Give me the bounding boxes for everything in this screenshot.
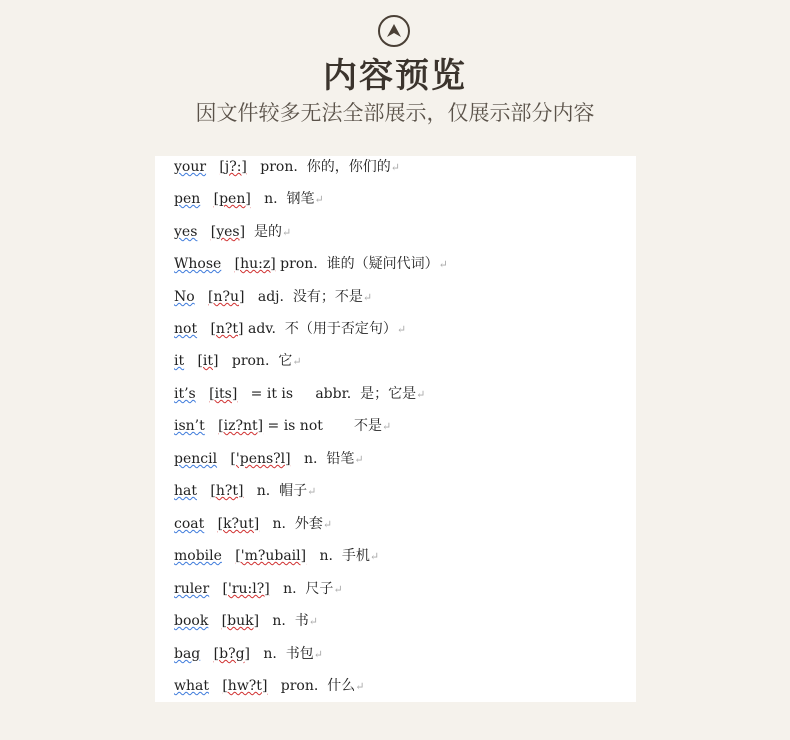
entry-phonetic: [buk] (221, 613, 260, 629)
paragraph-mark: ↵ (313, 648, 323, 661)
entry-phonetic: [b?g] (213, 646, 250, 662)
paragraph-mark: ↵ (314, 193, 324, 206)
entry-phonetic: [iz?nt] (218, 418, 264, 434)
entry-phonetic: [pen] (213, 191, 251, 207)
paragraph-mark: ↵ (382, 420, 392, 433)
page-subtitle: 因文件较多无法全部展示，仅展示部分内容 (195, 101, 595, 125)
entry-phonetic: ['pens?l] (230, 451, 291, 467)
entry-phonetic: ['m?ubail] (235, 548, 307, 564)
paragraph-mark: ↵ (438, 258, 448, 271)
paragraph-mark: ↵ (369, 550, 380, 563)
entry-definition: 是的 (245, 224, 282, 240)
entry-phonetic: [n?t] (210, 321, 244, 337)
entry-phonetic: ['ru:l?] (222, 581, 270, 597)
entry-word: book (174, 613, 209, 629)
entry-definition: adv. 不（用于否定句） (243, 321, 397, 337)
entry-phonetic: [its] (209, 386, 238, 402)
entry-word: it (174, 353, 185, 369)
entry-definition: n. 手机 (306, 548, 370, 564)
vocab-entry (174, 286, 372, 308)
paragraph-mark: ↵ (307, 485, 317, 498)
vocab-entry (174, 350, 302, 372)
page-title: 内容预览 (323, 56, 467, 96)
entry-definition: pron. 谁的（疑问代词） (275, 256, 439, 272)
entry-definition: n. 尺子 (269, 581, 334, 597)
paragraph-mark: ↵ (390, 161, 400, 174)
paragraph-mark: ↵ (281, 226, 292, 239)
entry-phonetic: [yes] (210, 224, 246, 240)
document-preview (155, 156, 636, 702)
paragraph-mark: ↵ (292, 355, 302, 368)
entry-definition: pron. 你的，你们的 (246, 159, 391, 175)
paragraph-mark: ↵ (362, 291, 373, 304)
entry-word: hat (174, 483, 197, 499)
entry-phonetic: [n?u] (208, 289, 245, 305)
vocab-entry (174, 415, 391, 437)
entry-definition: pron. 它 (218, 353, 293, 369)
entry-word: ruler (174, 581, 210, 597)
vocab-entry (174, 156, 400, 178)
vocab-entry (174, 480, 316, 502)
vocab-entry (174, 318, 406, 340)
paragraph-mark: ↵ (322, 518, 333, 531)
entry-definition: n. 外套 (259, 516, 323, 532)
paragraph-mark: ↵ (354, 453, 364, 466)
entry-word: bag (174, 646, 201, 662)
entry-word: yes (174, 224, 198, 240)
entry-phonetic: [it] (197, 353, 219, 369)
paragraph-mark: ↵ (308, 615, 318, 628)
paragraph-mark: ↵ (416, 388, 426, 401)
entry-word: mobile (174, 548, 222, 564)
paragraph-mark: ↵ (355, 680, 365, 693)
entry-definition: = is not 不是 (263, 418, 383, 434)
vocab-entry (174, 188, 324, 210)
vocab-entry (174, 221, 291, 243)
vocab-entry (174, 643, 323, 665)
entry-phonetic: [k?ut] (217, 516, 260, 532)
vocab-entry (174, 578, 343, 600)
vocab-entry (174, 545, 379, 567)
entry-definition: pron. 什么 (267, 678, 356, 694)
entry-definition: = it is abbr. 是；它是 (237, 386, 417, 402)
entry-word: it’s (174, 386, 196, 402)
entry-word: isn’t (174, 418, 205, 434)
paragraph-mark: ↵ (396, 323, 407, 336)
entry-phonetic: [hu:z] (234, 256, 276, 272)
vocab-entry (174, 253, 448, 275)
vocab-entry (174, 675, 364, 697)
entry-phonetic: [j?:] (219, 159, 247, 175)
entry-word: Whose (174, 256, 222, 272)
entry-word: coat (174, 516, 205, 532)
entry-definition: n. 书 (259, 613, 309, 629)
entry-word: your (174, 159, 207, 175)
vocab-entry (174, 610, 318, 632)
entry-definition: n. 帽子 (243, 483, 308, 499)
entry-phonetic: [h?t] (210, 483, 244, 499)
vocab-entry (174, 513, 332, 535)
entry-definition: n. 铅笔 (290, 451, 355, 467)
vocab-entry (174, 383, 425, 405)
vocab-entry (174, 448, 364, 470)
entry-word: No (174, 289, 195, 305)
entry-word: what (174, 678, 209, 694)
entry-word: pen (174, 191, 201, 207)
entry-word: pencil (174, 451, 218, 467)
entry-definition: n. 书包 (250, 646, 314, 662)
paragraph-mark: ↵ (333, 583, 343, 596)
entry-definition: adj. 没有；不是 (244, 289, 363, 305)
up-arrow-circle-icon (378, 15, 410, 47)
entry-definition: n. 钢笔 (250, 191, 315, 207)
entry-phonetic: [hw?t] (222, 678, 268, 694)
entry-word: not (174, 321, 198, 337)
